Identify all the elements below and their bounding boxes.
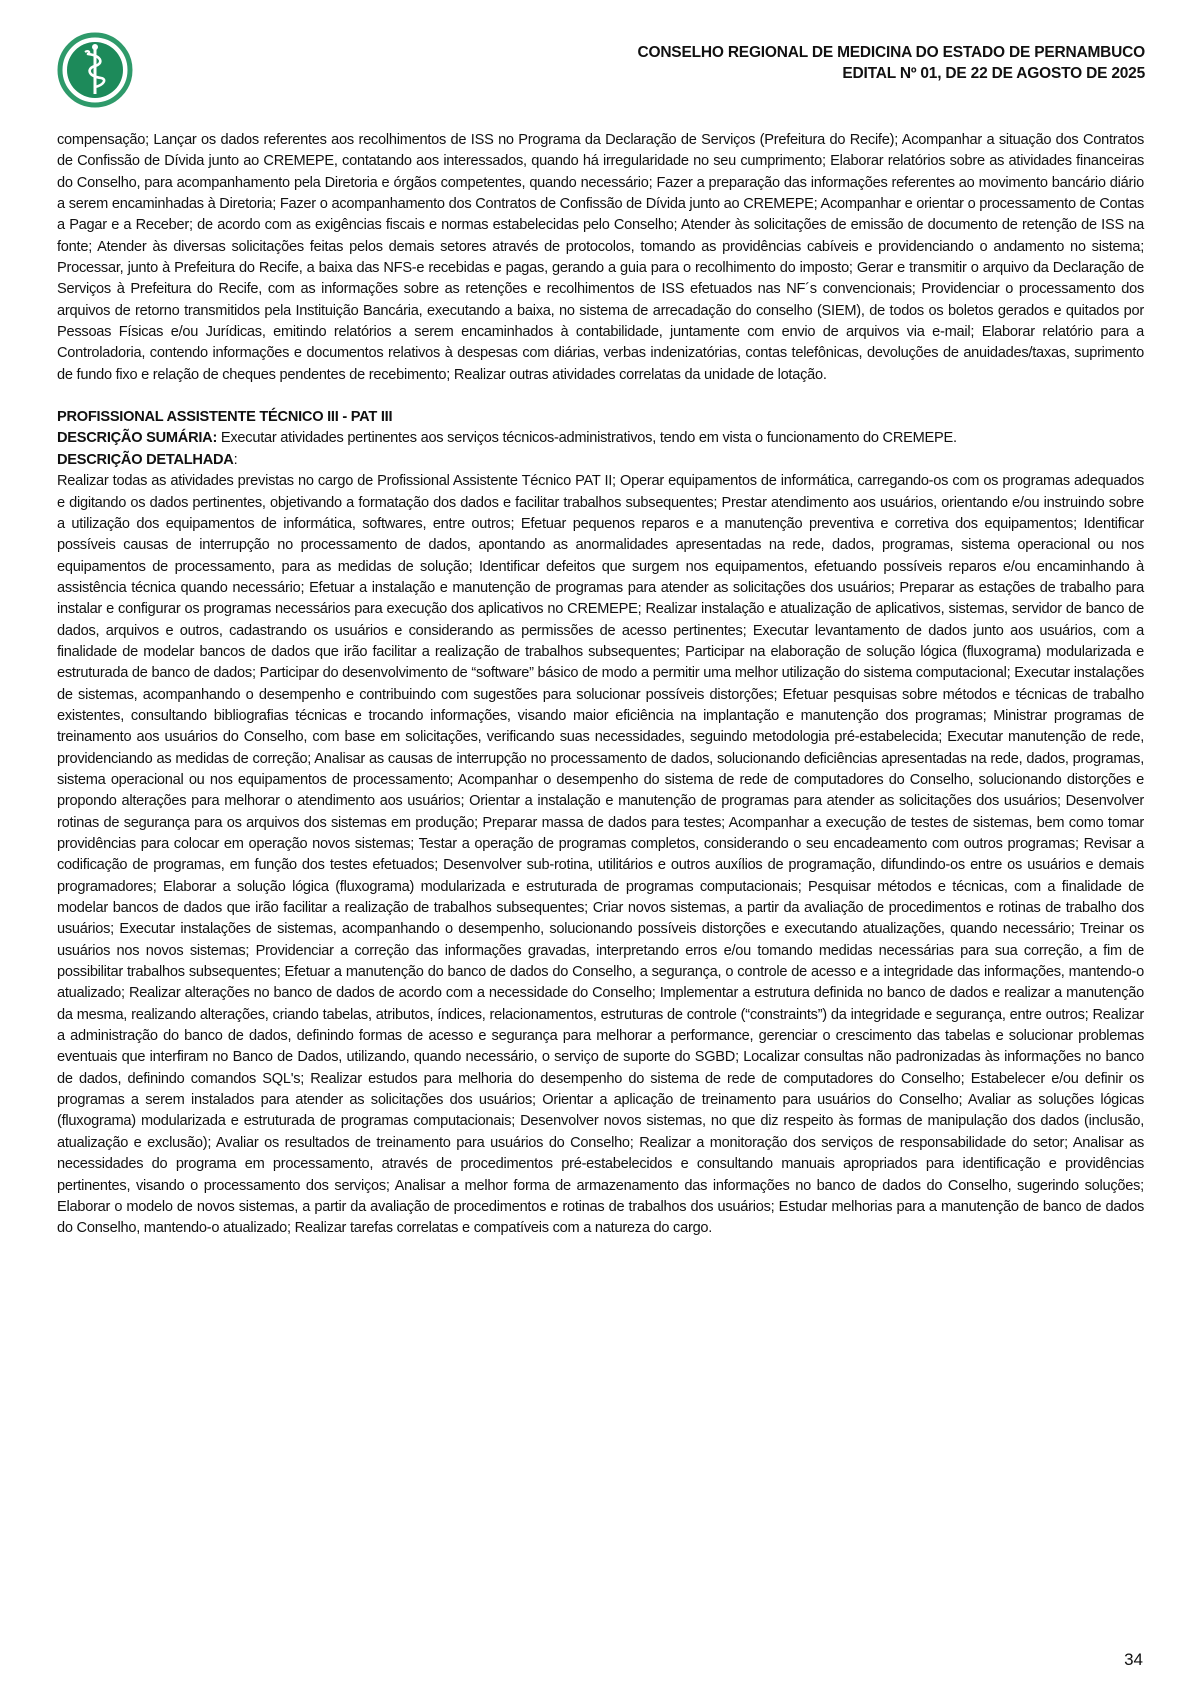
caduceus-icon (57, 32, 133, 108)
section-spacer (57, 386, 1144, 407)
document-body (57, 130, 1144, 1240)
summary-paragraph (57, 428, 1144, 449)
summary-label: DESCRIÇÃO SUMÁRIA: (57, 430, 218, 447)
org-name: CONSELHO REGIONAL DE MEDICINA DO ESTADO DE PERNAMBUCO (637, 44, 1145, 61)
detailed-heading (57, 450, 1144, 471)
edital-title: EDITAL Nº 01, DE 22 DE AGOSTO DE 2025 (842, 65, 1145, 82)
detailed-paragraph: Realizar todas as atividades previstas no cargo de Profissional Assistente Técnico PAT II; Operar equipamentos de informática, carregando-os com os programas adequados e digitando os dados pertinentes, objetivando a formatação dos dados e facilitar trabalhos subsequentes; Prestar atendimento aos usuários, orientando e/ou instruindo sobre a utilização dos equipamentos de informática, softwares, entre outros; Efetuar pequenos reparos e a manutenção preventiva e corretiva dos equipamentos; Identificar possíveis causas de interrupção no processamento de dados, apontando as anormalidades apresentadas na rede, dados, programas, sistema operacional ou nos equipamentos de processamento, para as medidas de solução; Identificar defeitos que surgem nos equipamentos, efetuando possíveis reparos e/ou encaminhando à assistência técnica quando necessário; Efetuar a instalação e manutenção de programas para atender as solicitações dos usuários; Preparar as estações de trabalho para instalar e configurar os programas necessários para execução dos aplicativos no CREMEPE; Realizar instalação e atualização de aplicativos, sistemas, servidor de banco de dados, arquivos e outros, cadastrando os usuários e considerando as permissões de acesso pertinentes; Executar levantamento de dados junto aos usuários, com a finalidade de modelar bancos de dados que irão facilitar a realização de trabalhos subsequentes; Participar na elaboração de solução lógica (fluxograma) modularizada e estruturada de banco de dados; Participar do desenvolvimento de “software” básico de modo a permitir uma melhor utilização do sistema computacional; Executar instalações de sistemas, acompanhando o desempenho e contribuindo com sugestões para solucionar possíveis distorções; Efetuar pesquisas sobre métodos e técnicas de trabalho existentes, consultando bibliografias técnicas e trocando informações, visando maior eficiência na implantação e manutenção dos programas; Ministrar programas de treinamento aos usuários do Conselho, com base em solicitações, verificando suas necessidades, seguindo metodologia pré-estabelecida; Executar manutenção de rede, providenciando as medidas de correção; Analisar as causas de interrupção no processamento de dados, solucionando deficiências apresentadas na rede, dados, programas, sistema operacional ou nos equipamentos de processamento; Acompanhar o desempenho do sistema de rede de computadores do Conselho, solucionando distorções e propondo alterações para melhorar o atendimento aos usuários; Orientar a instalação e manutenção de programas para atender as solicitações dos usuários; Desenvolver rotinas de segurança para os arquivos dos sistemas em produção; Preparar massa de dados para testes; Acompanhar a execução de testes de sistemas, bem como tomar providências para colocar em operação novos sistemas; Testar a operação de programas completos, considerando o seu encadeamento com outros programas; Revisar a codificação de programas, em função dos testes efetuados; Desenvolver sub-rotina, utilitários e outros auxílios de programação, difundindo-os entre os usuários e demais programadores; Elaborar a solução lógica (fluxograma) modularizada e estruturada de programas computacionais; Pesquisar métodos e técnicas, com a finalidade de modelar bancos de dados que irão facilitar a realização de trabalhos subsequentes; Criar novos sistemas, a partir da avaliação de procedimentos e rotinas de trabalho dos usuários; Executar instalações de sistemas, acompanhando o desempenho, solucionando possíveis distorções e executando atualizações, quando necessário; Treinar os usuários nos novos sistemas; Providenciar a correção das informações gravadas, interpretando erros e/ou tomando medidas necessárias para sua correção, a fim de possibilitar trabalhos subsequentes; Efetuar a manutenção do banco de dados do Conselho, a segurança, o controle de acesso e a integridade das informações, mantendo-o atualizado; Realizar alterações no banco de dados de acordo com a necessidade do Conselho; Implementar a estrutura definida no banco de dados e realizar a manutenção da mesma, realizando alterações, criando tabelas, atributos, índices, relacionamentos, estruturas de controle (“constraints”) da integridade e segurança, entre outros; Realizar a administração do banco de dados, definindo formas de acesso e segurança para melhorar a performance, gerenciar o crescimento das tabelas e solucionar problemas eventuais que interfiram no Banco de Dados, utilizando, quando necessário, o serviço de suporte do SGBD; Localizar consultas não padronizadas às informações no banco de dados, definindo comandos SQL's; Realizar estudos para melhoria do desempenho do sistema de rede de computadores do Conselho; Estabelecer e/ou definir os programas a serem instalados para atender as solicitações dos usuários; Orientar a aplicação de treinamento para usuários do Conselho; Avaliar as soluções lógicas (fluxograma) modularizada e estruturada de programas computacionais; Desenvolver novos sistemas, no que diz respeito às formas de manipulação dos dados (inclusão, atualização e exclusão); Avaliar os resultados de treinamento para usuários do Conselho; Realizar a monitoração dos serviços de responsabilidade do setor; Analisar as necessidades do programa em processamento, através de procedimentos pré-estabelecidos e consultando manuais apropriados para identificação e providências pertinentes, visando o processamento dos serviços; Analisar a melhor forma de armazenamento das informações no banco de dados do Conselho, sugerindo soluções; Elaborar o modelo de novos sistemas, a partir da avaliação de procedimentos e rotinas de trabalhos dos usuários; Estudar melhorias para a manutenção de banco de dados do Conselho, mantendo-o atualizado; Realizar tarefas correlatas e compatíveis com a natureza do cargo. (57, 473, 1144, 1237)
detailed-label: DESCRIÇÃO DETALHADA (57, 451, 234, 468)
detailed-colon: : (233, 451, 238, 468)
document-header (637, 42, 1145, 84)
section-title: PROFISSIONAL ASSISTENTE TÉCNICO III - PAT III (57, 409, 393, 426)
cremepe-logo (57, 32, 133, 108)
summary-text: Executar atividades pertinentes aos serviços técnicos-administrativos, tendo em vista o funcionamento do CREMEPE. (217, 430, 957, 447)
page-number: 34 (1124, 1650, 1143, 1669)
continuation-paragraph: compensação; Lançar os dados referentes aos recolhimentos de ISS no Programa da Declaração de Serviços (Prefeitura do Recife); Acompanhar a situação dos Contratos de Confissão de Dívida junto ao CREMEPE, contatando aos interessados, quando há irregularidade no seu cumprimento; Elaborar relatórios sobre as atividades financeiras do Conselho, para acompanhamento pela Diretoria e órgãos competentes, quando necessário; Fazer a preparação das informações referentes ao movimento bancário diário a serem encaminhadas à Diretoria; Fazer o acompanhamento dos Contratos de Confissão de Dívida junto ao CREMEPE; Acompanhar e orientar o processamento de Contas a Pagar e a Receber; de acordo com as exigências fiscais e normas estabelecidas pelo Conselho; Atender às solicitações de emissão de documento de retenção de ISS na fonte; Atender às diversas solicitações feitas pelos demais setores através de protocolos, tomando as providências cabíveis e providenciando o andamento no sistema; Processar, junto à Prefeitura do Recife, a baixa das NFS-e recebidas e pagas, gerando a guia para o recolhimento do imposto; Gerar e transmitir o arquivo da Declaração de Serviços à Prefeitura do Recife, com as informações sobre as retenções e recolhimentos de ISS efetuados nas NF´s convencionais; Providenciar o processamento dos arquivos de retorno transmitidos pela Instituição Bancária, executando a baixa, no sistema de arrecadação do conselho (SIEM), de todos os boletos gerados e quitados por Pessoas Físicas e/ou Jurídicas, emitindo relatórios a serem encaminhados à contabilidade, juntamente com envio de arquivos via e-mail; Elaborar relatório para a Controladoria, contendo informações e documentos relativos à despesas com diárias, verbas indenizatórias, contas telefônicas, devoluções de anuidades/taxas, suprimento de fundo fixo e relação de cheques pendentes de recebimento; Realizar outras atividades correlatas da unidade de lotação. (57, 132, 1144, 383)
